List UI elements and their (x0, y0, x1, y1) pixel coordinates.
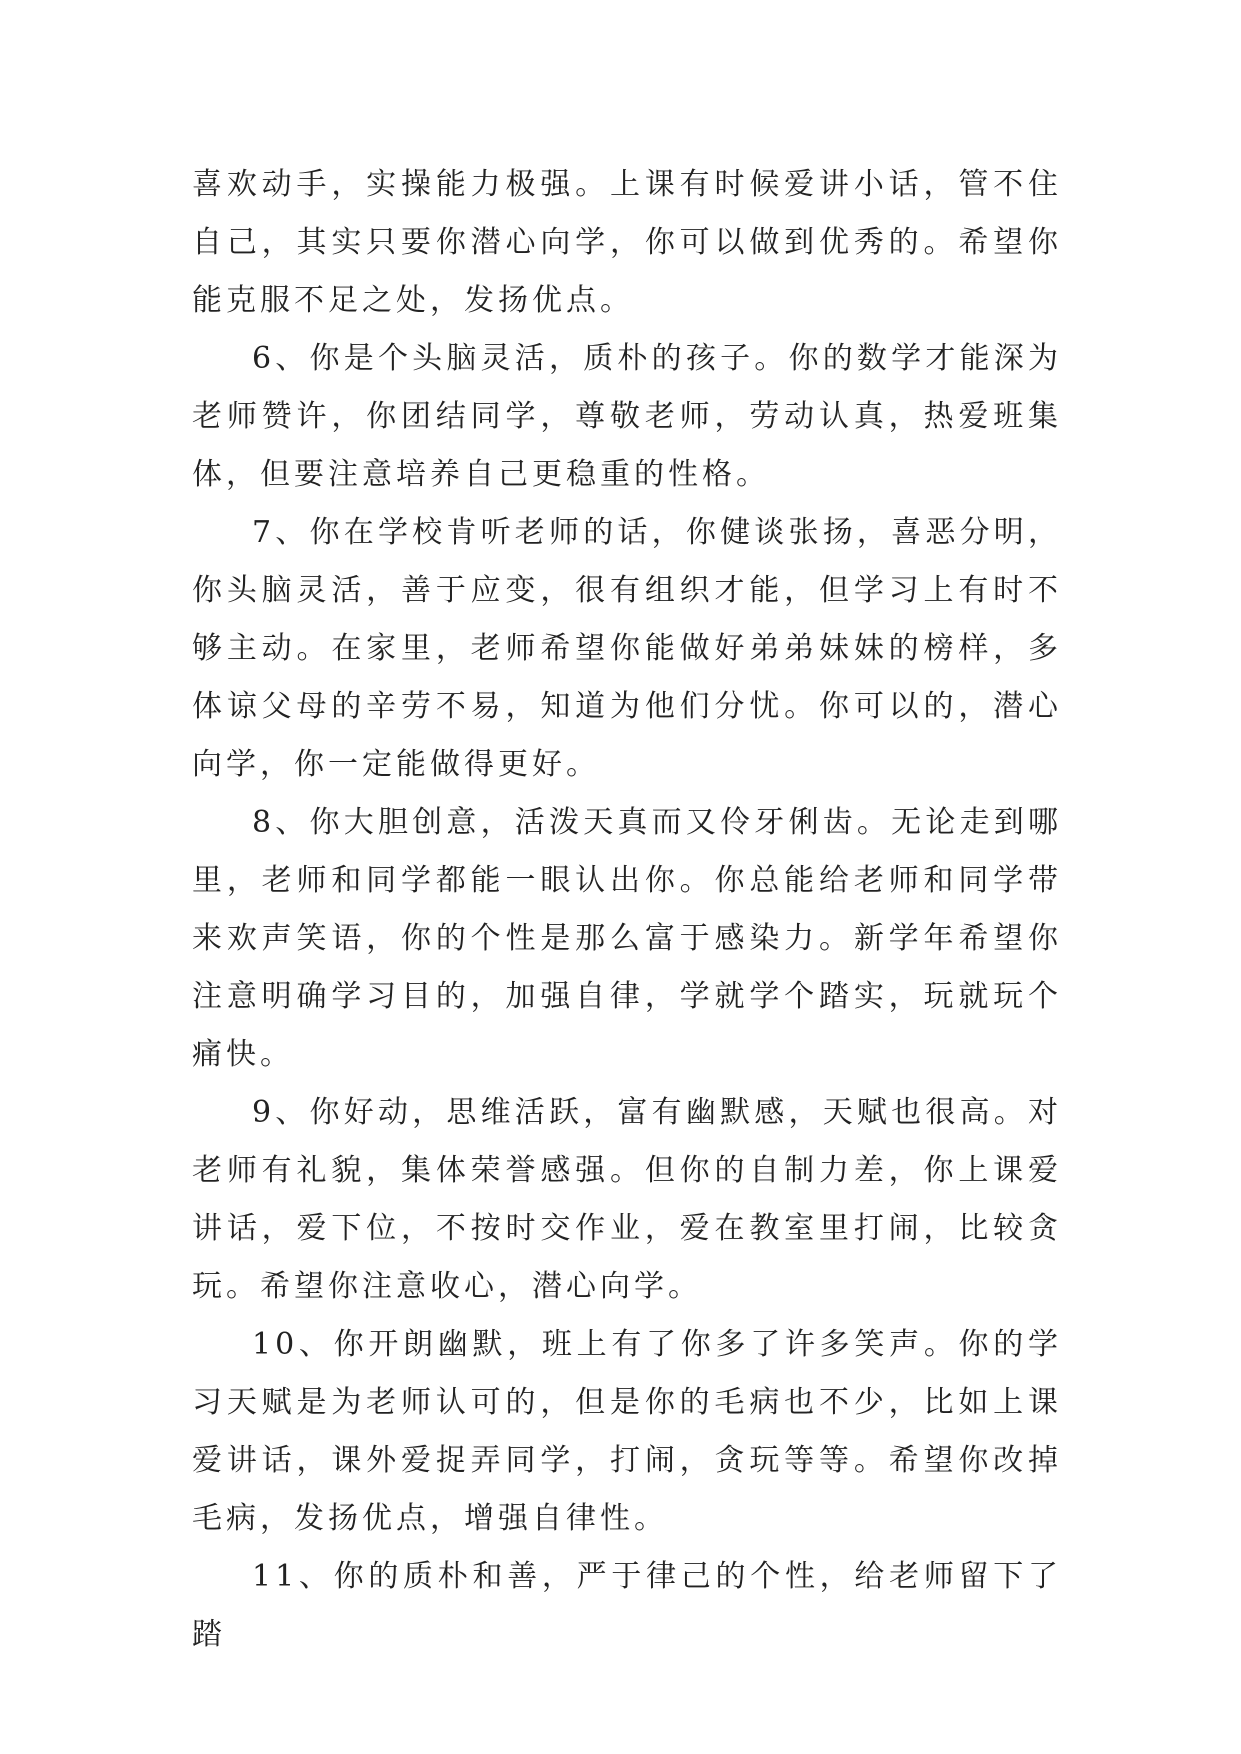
paragraph: 8、你大胆创意，活泼天真而又伶牙俐齿。无论走到哪里，老师和同学都能一眼认出你。你总能给老师和同学带来欢声笑语，你的个性是那么富于感染力。新学年希望你注意明确学习目的，加强自律，学就学个踏实，玩就玩个痛快。 (192, 805, 1062, 1072)
paragraph: 10、你开朗幽默，班上有了你多了许多笑声。你的学习天赋是为老师认可的，但是你的毛病也不少，比如上课爱讲话，课外爱捉弄同学，打闹，贪玩等等。希望你改掉毛病，发扬优点，增强自律性。 (192, 1327, 1062, 1536)
paragraph: 11、你的质朴和善，严于律己的个性，给老师留下了踏 (192, 1559, 1062, 1652)
paragraph: 喜欢动手，实操能力极强。上课有时候爱讲小话，管不住自己，其实只要你潜心向学，你可以做到优秀的。希望你能克服不足之处，发扬优点。 (192, 167, 1062, 318)
paragraph: 7、你在学校肯听老师的话，你健谈张扬，喜恶分明，你头脑灵活，善于应变，很有组织才能，但学习上有时不够主动。在家里，老师希望你能做好弟弟妹妹的榜样，多体谅父母的辛劳不易，知道为他们分忧。你可以的，潜心向学，你一定能做得更好。 (192, 515, 1062, 782)
paragraph: 9、你好动，思维活跃，富有幽默感，天赋也很高。对老师有礼貌，集体荣誉感强。但你的自制力差，你上课爱讲话，爱下位，不按时交作业，爱在教室里打闹，比较贪玩。希望你注意收心，潜心向学。 (192, 1095, 1062, 1304)
document-body (192, 156, 1062, 1664)
paragraph: 6、你是个头脑灵活，质朴的孩子。你的数学才能深为老师赞许，你团结同学，尊敬老师，劳动认真，热爱班集体，但要注意培养自己更稳重的性格。 (192, 341, 1062, 492)
